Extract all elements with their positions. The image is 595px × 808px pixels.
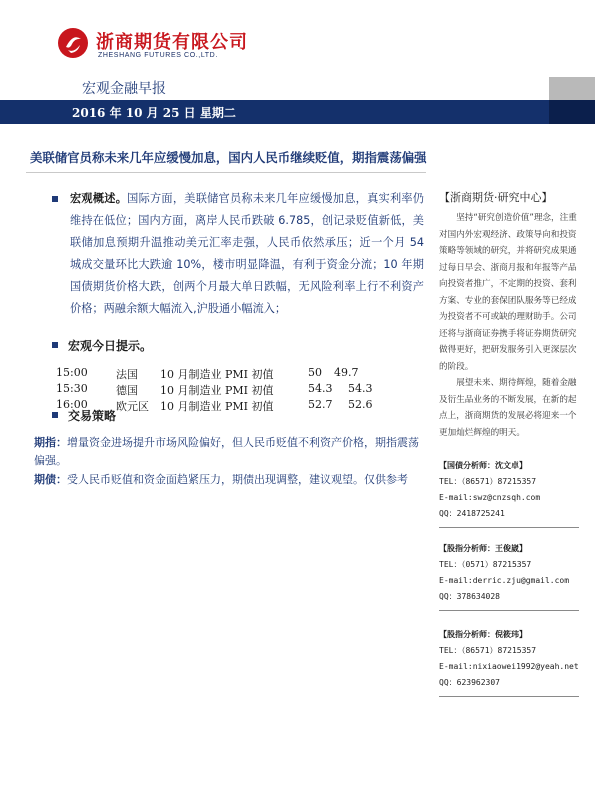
overview-text: 国际方面，美联储官员称未来几年应缓慢加息，真实利率仍维持在低位；国内方面，离岸人民币跌破 6.785，创记录贬值新低，美联储加息预期升温推动美元汇率走强，人民币依然承压；近一个月 54 城成交量环比大跌逾 10%，楼市明显降温，有利于资金分流；10 年期国债期货价格大跌，创两个月最大单日跌幅，无风险利率上行不利资产价格；两融余额大幅流入,沪股通小幅流入； bbox=[70, 192, 424, 315]
analyst-card bbox=[439, 541, 579, 605]
report-date: 2016 年 10 月 25 日 星期二 bbox=[72, 106, 236, 120]
company-name-en: ZHESHANG FUTURES CO.,LTD. bbox=[98, 52, 218, 59]
strategy-item-label: 期债： bbox=[34, 473, 67, 486]
research-center-intro bbox=[439, 210, 577, 441]
strategy-heading-label: 交易策略 bbox=[68, 409, 117, 423]
tips-heading-label: 宏观今日提示。 bbox=[68, 339, 153, 353]
analyst-card bbox=[439, 458, 579, 522]
analyst-email: E-mail:derric.zju@gmail.com bbox=[439, 576, 570, 585]
strategy-item-text: 增量资金进场提升市场风险偏好，但人民币贬值不利资产价格，期指震荡偏强。 bbox=[34, 436, 419, 467]
strategy-section bbox=[34, 434, 426, 490]
tip-time: 15:00 bbox=[56, 366, 88, 379]
tip-indicator: 10 月制造业 PMI 初值 bbox=[160, 400, 274, 413]
analyst-name: 【股指分析师：倪筱玮】 bbox=[439, 630, 527, 639]
tip-country: 法国 bbox=[116, 368, 138, 381]
strategy-item-label: 期指： bbox=[34, 436, 67, 449]
headline-divider bbox=[26, 172, 426, 173]
report-type-title: 宏观金融早报 bbox=[82, 81, 166, 97]
tip-country: 欧元区 bbox=[116, 400, 149, 413]
tip-forecast: 52.6 bbox=[348, 398, 373, 411]
analyst-email: E-mail:swz@cnzsqh.com bbox=[439, 493, 541, 502]
tip-forecast: 49.7 bbox=[334, 366, 359, 379]
bullet-square-icon bbox=[52, 342, 58, 348]
strategy-item bbox=[34, 471, 426, 489]
bullet-square-icon bbox=[52, 196, 58, 202]
tip-previous: 54.3 bbox=[308, 382, 333, 395]
macro-overview-paragraph bbox=[70, 188, 424, 320]
company-logo-icon bbox=[57, 27, 89, 59]
analyst-email: E-mail:nixiaowei1992@yeah.net bbox=[439, 662, 579, 671]
bullet-square-icon bbox=[52, 412, 58, 418]
headline: 美联储官员称未来几年应缓慢加息，国内人民币继续贬值，期指震荡偏强 bbox=[30, 150, 427, 165]
analyst-divider bbox=[439, 527, 579, 528]
analyst-card bbox=[439, 627, 579, 691]
tip-time: 15:30 bbox=[56, 382, 88, 395]
research-center-title: 【浙商期货·研究中心】 bbox=[439, 191, 553, 204]
tips-heading bbox=[52, 337, 152, 354]
analyst-name: 【股指分析师：王俊崴】 bbox=[439, 544, 527, 553]
analyst-qq: QQ：623962307 bbox=[439, 678, 500, 687]
tip-forecast: 54.3 bbox=[348, 382, 373, 395]
strategy-heading bbox=[52, 407, 116, 424]
analyst-divider bbox=[439, 610, 579, 611]
tip-time: 16:00 bbox=[56, 398, 88, 411]
strategy-item bbox=[34, 434, 426, 470]
intro-paragraph: 展望未来、期待辉煌，随着金融及衍生品业务的不断发展，在新的起点上，浙商期货的发展必将迎来一个更加灿烂辉煌的明天。 bbox=[439, 378, 577, 438]
analyst-divider bbox=[439, 696, 579, 697]
analyst-tel: TEL：（86571）87215357 bbox=[439, 477, 537, 486]
tip-previous: 50 bbox=[308, 366, 322, 379]
analyst-tel: TEL：（0571）87215357 bbox=[439, 560, 532, 569]
analyst-qq: QQ：2418725241 bbox=[439, 509, 505, 518]
tip-indicator: 10 月制造业 PMI 初值 bbox=[160, 384, 274, 397]
tip-indicator: 10 月制造业 PMI 初值 bbox=[160, 368, 274, 381]
intro-paragraph: 坚持“研究创造价值”理念，注重对国内外宏观经济、政策导向和投资策略等领域的研究，并将研究成果通过每日早会、浙商月报和年报等产品向投资者推广，不定期的投资、套利方案、专业的套保团队服务等已经成为投资者不可或缺的理财助手。公司还将与浙商证券携手将证券期货研究做得更好，把研发服务引入更深层次的阶段。 bbox=[439, 213, 577, 372]
overview-label: 宏观概述。 bbox=[70, 192, 128, 205]
analyst-name: 【国债分析师：沈文卓】 bbox=[439, 461, 527, 470]
date-bar-accent bbox=[549, 100, 595, 124]
company-name-cn: 浙商期货有限公司 bbox=[96, 32, 248, 53]
tip-previous: 52.7 bbox=[308, 398, 333, 411]
header-gray-block bbox=[549, 77, 595, 100]
analyst-tel: TEL：（86571）87215357 bbox=[439, 646, 537, 655]
analyst-qq: QQ：378634028 bbox=[439, 592, 500, 601]
strategy-item-text: 受人民币贬值和资金面趋紧压力，期债出现调整，建议观望。仅供参考 bbox=[67, 473, 408, 486]
tip-country: 德国 bbox=[116, 384, 138, 397]
